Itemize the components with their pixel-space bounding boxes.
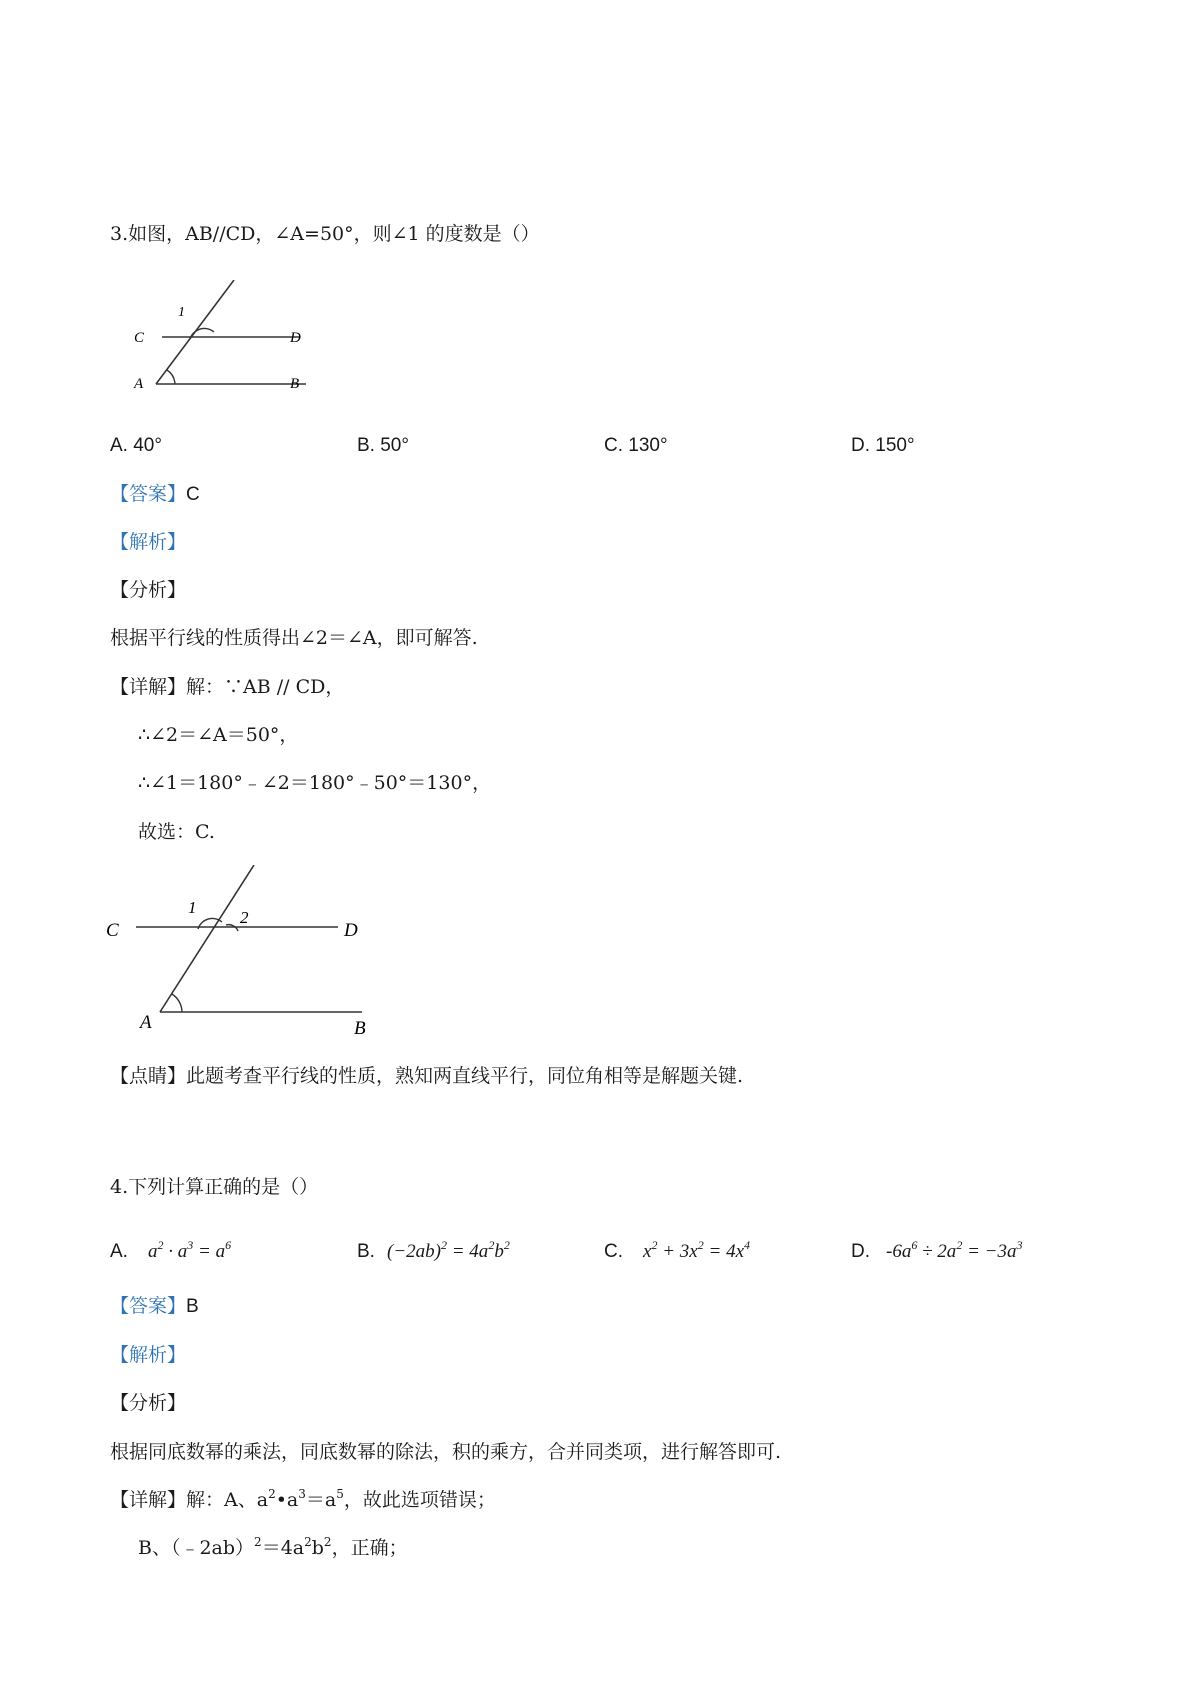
q3-figure-2 [100, 865, 380, 1040]
q3-answer [110, 481, 200, 508]
q3-detail-line2: ∴∠2＝∠A＝50°， [138, 724, 299, 746]
q3-option-b: B. 50° [357, 435, 409, 456]
q4-option-b-letter: B. [357, 1241, 375, 1262]
q3-fenxi-text: 根据平行线的性质得出∠2＝∠A，即可解答. [110, 627, 478, 649]
fig2-label-2: 2 [240, 908, 249, 927]
q4-option-a-expr: $a^2 \cdot a^3 = a^6$ [148, 1238, 232, 1262]
q3-dianjing-text: 此题考查平行线的性质，熟知两直线平行，同位角相等是解题关键. [186, 1065, 744, 1087]
q4-option-d [851, 1238, 1022, 1265]
q3-detail-label: 【详解】 [110, 676, 187, 698]
q3-dianjing [110, 1063, 743, 1089]
q4-detail-a: 【详解】解：A、$a^2•a^3=a^5$，故此选项错误； [110, 1487, 496, 1511]
q4-option-b [357, 1238, 510, 1265]
q3-detail-line4: 故选：C. [138, 821, 215, 843]
q4-option-c-expr: $x^2 + 3x^2 = 4x^4$ [643, 1238, 751, 1262]
fig2-label-c: C [106, 920, 119, 941]
q4-stem: 4.下列计算正确的是（） [110, 1176, 319, 1198]
q3-answer-label: 【答案】 [110, 483, 187, 505]
q4-fenxi-text: 根据同底数幂的乘法，同底数幂的除法，积的乘方，合并同类项，进行解答即可. [110, 1441, 782, 1463]
q4-option-d-expr: $-6a^6 \div 2a^2 = -3a^3$ [886, 1238, 1023, 1262]
q4-option-d-letter: D. [851, 1241, 870, 1262]
q3-detail-line3: ∴∠1＝180°﹣∠2＝180°﹣50°＝130°， [138, 772, 492, 794]
q3-option-d: D. 150° [851, 435, 915, 456]
q3-detail [110, 674, 344, 700]
q3-option-a: A. 40° [110, 435, 162, 456]
q4-option-c [604, 1238, 750, 1265]
q4-answer-label: 【答案】 [110, 1295, 187, 1317]
fig2-label-1: 1 [188, 898, 197, 917]
q4-answer-value: B [186, 1296, 199, 1317]
fig2-label-b: B [354, 1018, 366, 1039]
fig1-label-c: C [134, 330, 145, 346]
q3-figure [130, 280, 350, 420]
q4-option-a-letter: A. [110, 1241, 128, 1262]
fig1-label-d: D [290, 330, 301, 346]
q3-option-c: C. 130° [604, 435, 668, 456]
q4-option-a [110, 1238, 231, 1265]
q4-answer [110, 1293, 199, 1320]
q4-detail-b: B、$(﹣2ab)^2=4a^2b^2$，正确； [138, 1535, 408, 1559]
q4-fenxi-label: 【分析】 [110, 1392, 187, 1414]
q3-analysis-label: 【解析】 [110, 531, 187, 553]
fig2-label-a: A [140, 1012, 152, 1033]
q3-dianjing-label: 【点睛】 [110, 1065, 187, 1087]
q4-option-c-letter: C. [604, 1241, 623, 1262]
fig2-label-d: D [344, 920, 358, 941]
q4-detail-label: 【详解】 [110, 1489, 187, 1511]
q4-analysis-label: 【解析】 [110, 1344, 187, 1366]
q3-fenxi-label: 【分析】 [110, 579, 187, 601]
fig1-label-1: 1 [178, 305, 185, 320]
q3-stem: 3.如图，AB//CD，∠A=50°，则∠1 的度数是（） [110, 223, 540, 245]
q3-detail-line1: 解：∵AB // CD， [186, 676, 345, 698]
q3-answer-value: C [186, 484, 200, 505]
q4-option-b-expr: $(-2ab)^2 = 4a^2b^2$ [387, 1238, 510, 1262]
fig1-label-a: A [134, 376, 144, 392]
fig1-label-b: B [290, 376, 300, 392]
